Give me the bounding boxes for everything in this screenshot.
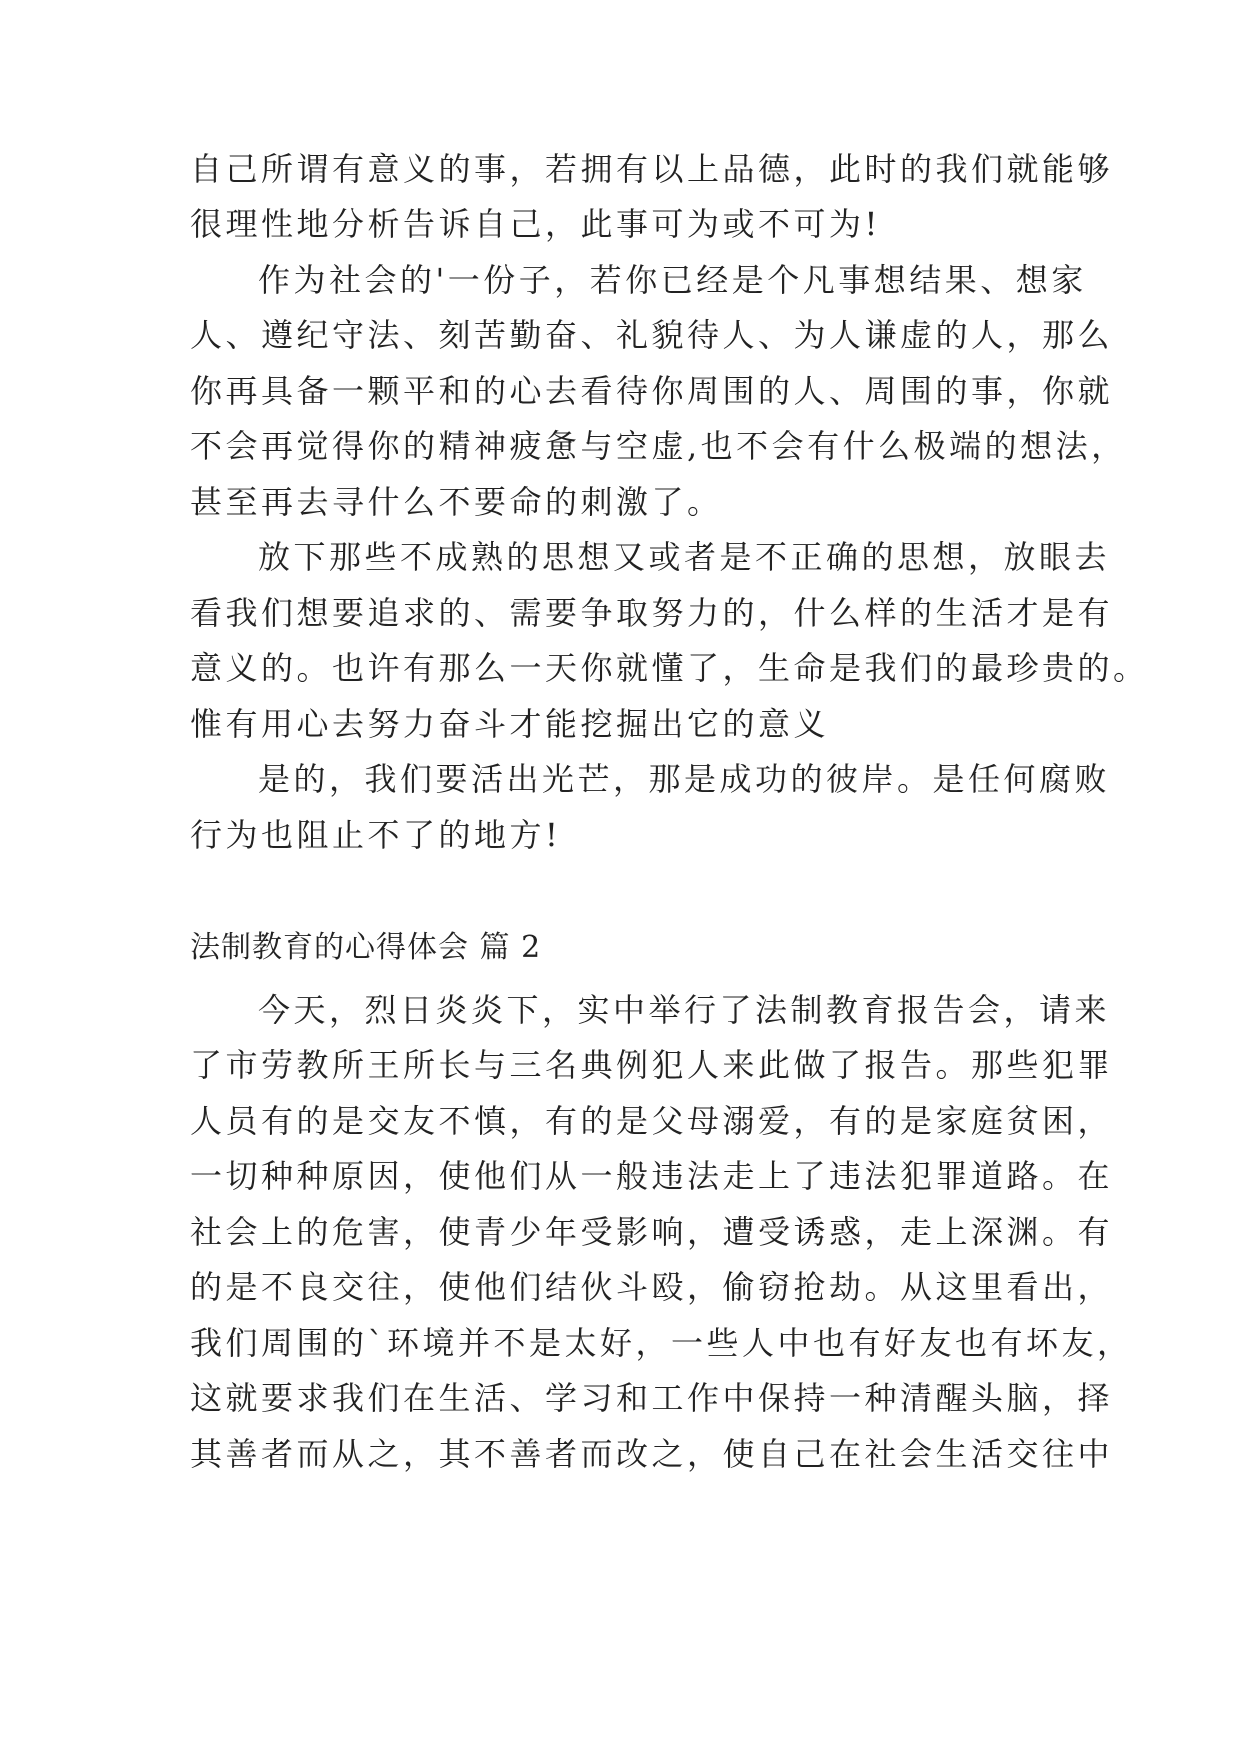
text-line: 作为社会的'一份子，若你已经是个凡事想结果、想家 <box>258 261 1087 299</box>
document-page <box>190 0 1149 1754</box>
text-line: 意义的。也许有那么一天你就懂了，生命是我们的最珍贵的。 <box>190 649 1149 687</box>
text-line: 很理性地分析告诉自己，此事可为或不可为! <box>190 205 881 243</box>
text-line: 了市劳教所王所长与三名典例犯人来此做了报告。那些犯罪 <box>190 1046 1114 1084</box>
text-line: 的是不良交往，使他们结伙斗殴，偷窃抢劫。从这里看出， <box>190 1268 1114 1306</box>
text-line: 甚至再去寻什么不要命的刺激了。 <box>190 483 723 521</box>
text-line: 人、遵纪守法、刻苦勤奋、礼貌待人、为人谦虚的人，那么 <box>190 316 1114 354</box>
text-line: 行为也阻止不了的地方! <box>190 816 562 854</box>
text-line: 看我们想要追求的、需要争取努力的，什么样的生活才是有 <box>190 594 1114 632</box>
text-line: 我们周围的`环境并不是太好，一些人中也有好友也有坏友， <box>190 1324 1133 1362</box>
text-line: 人员有的是交友不慎，有的是父母溺爱，有的是家庭贫困， <box>190 1102 1114 1140</box>
text-line: 今天，烈日炎炎下，实中举行了法制教育报告会，请来 <box>258 991 1111 1029</box>
text-line: 惟有用心去努力奋斗才能挖掘出它的意义 <box>190 705 830 743</box>
text-line: 一切种种原因，使他们从一般违法走上了违法犯罪道路。在 <box>190 1157 1114 1195</box>
text-line: 不会再觉得你的精神疲惫与空虚,也不会有什么极端的想法， <box>190 427 1127 465</box>
text-line: 放下那些不成熟的思想又或者是不正确的思想，放眼去 <box>258 538 1111 576</box>
text-line: 其善者而从之，其不善者而改之，使自己在社会生活交往中 <box>190 1435 1114 1473</box>
text-line: 你再具备一颗平和的心去看待你周围的人、周围的事，你就 <box>190 372 1114 410</box>
text-line: 这就要求我们在生活、学习和工作中保持一种清醒头脑，择 <box>190 1379 1114 1417</box>
text-line: 社会上的危害，使青少年受影响，遭受诱惑，走上深渊。有 <box>190 1213 1114 1251</box>
section-heading: 法制教育的心得体会 篇 2 <box>190 930 542 965</box>
text-line: 自己所谓有意义的事，若拥有以上品德，此时的我们就能够 <box>190 150 1114 188</box>
text-line: 是的，我们要活出光芒，那是成功的彼岸。是任何腐败 <box>258 760 1111 798</box>
